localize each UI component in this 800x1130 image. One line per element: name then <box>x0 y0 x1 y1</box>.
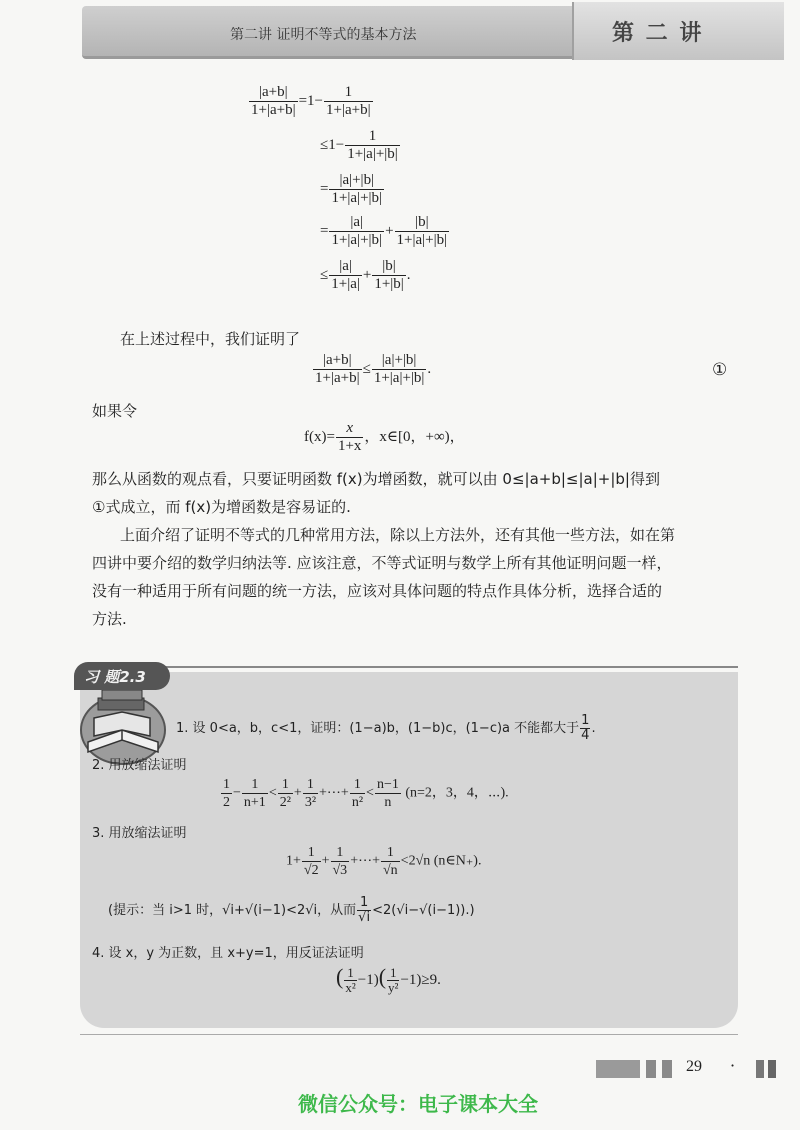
fraction: $\frac{1}{\text{y²}}$ <box>388 965 399 996</box>
page-number: 29 <box>686 1058 702 1075</box>
exercise-bottom-rule <box>80 1034 738 1035</box>
fraction: $\frac{1}{√i}$ <box>358 895 371 925</box>
chapter-label: 第 二 讲 <box>612 20 704 46</box>
exercise-2-title: 2. 用放缩法证明 <box>92 758 187 773</box>
footer-bar-left <box>596 1060 640 1078</box>
watermark: 微信公众号：电子课本大全 <box>298 1092 538 1116</box>
fraction: $\frac{1}{4}$ <box>581 713 590 743</box>
equation-number: ① <box>712 360 728 379</box>
derivation-line-2: ≤1− $\frac{1}{1+|a|+|b|}$ <box>320 128 398 162</box>
exercise-badge <box>74 660 170 768</box>
footer-bar-mid-2 <box>662 1060 672 1078</box>
footer-dot: · <box>730 1056 736 1075</box>
fraction: $\frac{1}{\text{2²}}$ <box>279 777 291 810</box>
footer-bar-right-1 <box>756 1060 764 1078</box>
paragraph-2-line-4: 方法. <box>92 610 127 628</box>
fraction: $\frac{|a+b|}{1+|a+b|}$ <box>251 84 296 118</box>
exercise-top-rule <box>150 666 738 668</box>
exercise-4-formula: ( $\frac{1}{\text{x²}}$ −1)( $\frac{1}{\text{y²}}$ −1)≥9. <box>336 964 441 996</box>
fraction: $\frac{|b|}{1+|b|}$ <box>374 258 404 292</box>
inequality-one: $\frac{|a+b|}{1+|a+b|}$ ≤ $\frac{|a|+|b|}{1+|a|+|b|}$ . <box>315 352 432 386</box>
fraction: $\frac{|a|+|b|}{1+|a|+|b|}$ <box>331 172 383 206</box>
derivation-line-4: = $\frac{|a|}{1+|a|+|b|}$ + $\frac{|b|}{1+|a|+|b|}$ <box>320 214 448 248</box>
derivation-line-3: = $\frac{|a|+|b|}{1+|a|+|b|}$ <box>320 172 383 206</box>
derivation-line-1: $\frac{|a+b|}{1+|a+b|}$ =1− $\frac{1}{1+|a+b|}$ <box>251 84 371 118</box>
function-definition: f(x)= $\frac{x}{1+x}$ ，x∈[0，+∞)， <box>304 420 465 454</box>
exercise-2-formula: $\frac{1}{2}$ − $\frac{1}{n+1}$ < $\frac{1}{\text{2²}}$ + $\frac{1}{\text{3²}}$ +⋯+ $\frac{1}{\text{n²}}$ < $\frac{n-1}{n}$ (n=2，3，4，⋯). <box>223 777 509 810</box>
paragraph-2-line-1: 上面介绍了证明不等式的几种常用方法，除以上方法外，还有其他一些方法，如在第 <box>120 526 676 544</box>
paragraph-1-line-2: ①式成立，而 f(x)为增函数是容易证的. <box>92 498 351 516</box>
exercise-4-title: 4. 设 x，y 为正数，且 x+y=1，用反证法证明 <box>92 946 364 961</box>
exercise-3-formula: 1+ $\frac{1}{√2}$ + $\frac{1}{√3}$ +⋯+ $\frac{1}{√n}$ <2√n (n∈N₊). <box>286 845 482 878</box>
footer-bar-right-2 <box>768 1060 776 1078</box>
fraction: $\frac{1}{n+1}$ <box>243 777 266 810</box>
fraction: $\frac{1}{\text{n²}}$ <box>351 777 364 810</box>
fraction: $\frac{1}{1+|a+b|}$ <box>326 84 371 118</box>
footer-bar-mid-1 <box>646 1060 656 1078</box>
fraction: $\frac{1}{2}$ <box>223 777 230 810</box>
paragraph-2-line-3: 没有一种适用于所有问题的统一方法，应该对具体问题的特点作具体分析，选择合适的 <box>92 582 663 600</box>
fraction: $\frac{1}{√n}$ <box>382 845 398 878</box>
body-intro: 在上述过程中，我们证明了 <box>120 330 301 348</box>
fraction: $\frac{|a|}{1+|a|}$ <box>331 258 360 292</box>
fraction: $\frac{|a|+|b|}{1+|a|+|b|}$ <box>373 352 425 386</box>
fraction: $\frac{1}{\text{3²}}$ <box>304 777 317 810</box>
fraction: $\frac{|a|}{1+|a|+|b|}$ <box>331 214 383 248</box>
fraction: $\frac{1}{√3}$ <box>332 845 348 878</box>
derivation-line-5: ≤ $\frac{|a|}{1+|a|}$ + $\frac{|b|}{1+|b|}$ . <box>320 258 411 292</box>
fraction: $\frac{n-1}{n}$ <box>376 777 399 810</box>
fraction: $\frac{x}{1+x}$ <box>337 420 362 454</box>
fraction: $\frac{1}{1+|a|+|b|}$ <box>347 128 398 162</box>
fraction: $\frac{1}{√2}$ <box>303 845 319 878</box>
exercise-3-title: 3. 用放缩法证明 <box>92 826 187 841</box>
if-let: 如果令 <box>92 402 138 420</box>
fraction: $\frac{|a+b|}{1+|a+b|}$ <box>315 352 360 386</box>
exercise-3-hint: (提示：当 i>1 时，√i+√(i−1)<2√i，从而 $\frac{1}{√i}$ <2(√i−√(i−1)).) <box>108 895 475 925</box>
badge-label: 习 题2.3 <box>84 668 146 686</box>
paragraph-2-line-2: 四讲中要介绍的数学归纳法等. 应该注意，不等式证明与数学上所有其他证明问题一样， <box>92 554 672 572</box>
fraction: $\frac{|b|}{1+|a|+|b|}$ <box>396 214 448 248</box>
chapter-title: 第二讲 证明不等式的基本方法 <box>230 27 417 43</box>
exercise-1: 1. 设 0<a，b，c<1，证明：(1−a)b，(1−b)c，(1−c)a 不能都大于 $\frac{1}{4}$ . <box>176 713 596 743</box>
paragraph-1-line-1: 那么从函数的观点看，只要证明函数 f(x)为增函数，就可以由 0≤|a+b|≤|a|+|b|得到 <box>92 470 660 488</box>
fraction: $\frac{1}{\text{x²}}$ <box>345 965 356 996</box>
